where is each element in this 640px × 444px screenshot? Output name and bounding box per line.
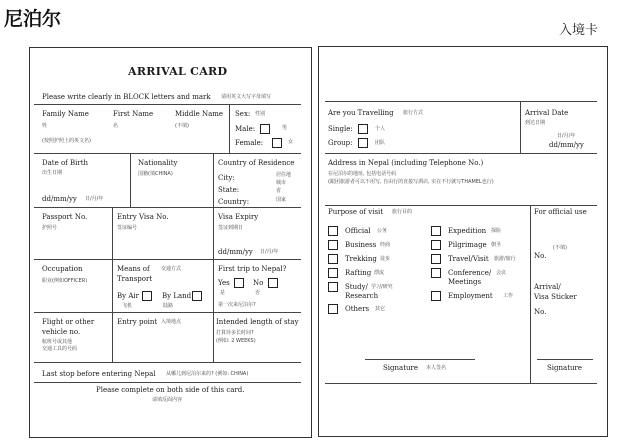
length-stay-zh2: (例如: 2 WEEKS) (216, 338, 256, 344)
dob-format-zh: 日/月/年 (85, 196, 104, 202)
by-air-zh: 飞机 (122, 303, 133, 309)
visa-no-label: Entry Visa No. (117, 213, 169, 221)
divider (325, 153, 597, 154)
visa-expiry-label: Visa Expiry (218, 213, 259, 221)
research-label: Research (345, 292, 379, 300)
by-air-label: By Air (117, 292, 139, 300)
official-signature-label: Signature (547, 364, 583, 372)
vehicle-label: vehicle no. (42, 328, 81, 336)
rafting-zh: 漂流 (374, 270, 385, 276)
travelling-zh: 旅行方式 (403, 110, 424, 116)
divider (34, 207, 301, 208)
no-label: No (253, 279, 264, 287)
visa-no-zh: 签证编号 (117, 225, 138, 231)
single-zh: 个人 (375, 126, 386, 132)
meetings-label: Meetings (448, 278, 482, 286)
family-name-label: Family Name (42, 110, 89, 118)
female-label: Female: (235, 139, 264, 147)
means-label: Means of (117, 265, 150, 273)
header-country: 尼泊尔 (4, 8, 62, 30)
instruction: Please write clearly in BLOCK letters and mark (42, 93, 211, 101)
travelling-label: Are you Travelling (328, 109, 394, 117)
single-label: Single: (328, 125, 353, 133)
female-zh: 女 (288, 139, 294, 145)
trekking-checkbox[interactable] (328, 254, 338, 264)
purpose-zh: 旅行目的 (392, 209, 413, 215)
divider (325, 383, 597, 384)
country-zh: 省 (276, 188, 282, 194)
trekking-label: Trekking (345, 255, 377, 263)
no-label: No. (534, 252, 547, 260)
pilgrimage-zh: 朝圣 (491, 242, 502, 248)
official-checkbox[interactable] (328, 226, 338, 236)
trekking-zh: 徒步 (380, 256, 391, 262)
arrival-format: dd/mm/yy (549, 141, 584, 149)
group-label: Group: (328, 139, 353, 147)
flight-label: Flight or other (42, 318, 95, 326)
dob-label: Date of Birth (42, 159, 89, 167)
employment-zh: 工作 (503, 293, 514, 299)
address-zh2: (跟团旅游者可以不用写, 自由行的直接写酒店, 实在不行就写THAMEL也行) (328, 179, 494, 185)
divider (112, 259, 113, 312)
sex-label: Sex: (235, 110, 251, 118)
first-trip-label: First trip to Nepal? (218, 265, 287, 273)
middle-name-label: Middle Name (175, 110, 224, 118)
conference-label: Conference/ (448, 269, 492, 277)
official-zh: 公务 (377, 228, 388, 234)
flight-zh1: 航班号或其他 (42, 339, 73, 345)
first-trip-zh: 第一次来尼泊尔? (218, 302, 256, 308)
divider (520, 101, 521, 153)
official-label: Official (345, 227, 371, 235)
entry-point-label: Entry point (117, 318, 158, 326)
yes-label: Yes (218, 279, 230, 287)
sex-zh: 性别 (255, 111, 266, 117)
expedition-zh: 探险 (491, 228, 502, 234)
visa-sticker-no: No. (534, 308, 547, 316)
study-label: Study/ (345, 283, 368, 291)
pilgrimage-label: Pilgrimage (448, 241, 487, 249)
male-label: Male: (235, 125, 256, 133)
others-checkbox[interactable] (328, 304, 338, 314)
divider (213, 259, 214, 312)
divider (34, 382, 301, 383)
signature-line (537, 359, 593, 360)
yes-zh: 是 (220, 290, 226, 296)
complete-note: Please complete on both side of this card. (96, 386, 245, 394)
group-checkbox[interactable] (358, 138, 368, 148)
passport-name-zh: (按照护照上的英文名) (42, 138, 91, 144)
arrival-format-zh: 日/月/年 (557, 133, 576, 139)
travel-visit-zh: 旅游/旅行 (494, 256, 516, 262)
address-label: Address in Nepal (including Telephone No.) (328, 159, 484, 167)
conference-zh: 会议 (496, 270, 507, 276)
by-land-checkbox[interactable] (192, 291, 202, 301)
arrival-card-front (29, 47, 312, 438)
city-zh: 居住地 (276, 172, 292, 178)
expedition-label: Expedition (448, 227, 487, 235)
business-label: Business (345, 241, 377, 249)
arrival-date-zh: 到达日期 (525, 120, 546, 126)
length-stay-label: Intended length of stay (216, 318, 299, 326)
signature-line (365, 359, 475, 360)
nationality-label: Nationality (138, 159, 178, 167)
expedition-checkbox[interactable] (431, 226, 441, 236)
length-stay-zh1: 打算待多长时间? (216, 330, 254, 336)
divider (530, 205, 531, 383)
divider (34, 362, 301, 363)
single-checkbox[interactable] (358, 124, 368, 134)
no-checkbox[interactable] (268, 278, 278, 288)
divider (112, 207, 113, 259)
by-air-checkbox[interactable] (142, 291, 152, 301)
occupation-zh: 职业(例如OFFICER) (42, 278, 88, 284)
first-name-label: First Name (113, 110, 154, 118)
by-land-zh: 陆路 (163, 303, 174, 309)
travel-visit-label: Travel/Visit (448, 255, 489, 263)
divider (213, 207, 214, 259)
business-zh: 经商 (380, 242, 391, 248)
occupation-label: Occupation (42, 265, 83, 273)
arrival-date-label: Arrival Date (525, 109, 569, 117)
passport-no-label: Passport No. (42, 213, 88, 221)
divider (34, 259, 301, 260)
country-label: Country: (218, 198, 250, 206)
divider (112, 312, 113, 362)
employment-label: Employment (448, 292, 493, 300)
male-checkbox[interactable] (260, 124, 270, 134)
visa-sticker-label: Visa Sticker (534, 293, 577, 301)
country-zh2: 国家 (276, 197, 287, 203)
study-checkbox[interactable] (328, 282, 338, 292)
dob-format: dd/mm/yy (42, 195, 77, 203)
male-zh: 男 (282, 125, 288, 131)
no-label-zh: (不填) (553, 245, 567, 251)
divider (34, 153, 301, 154)
travel-visit-checkbox[interactable] (431, 254, 441, 264)
signature-zh: 本人签名 (426, 365, 447, 371)
middle-name-zh: (不填) (175, 123, 189, 129)
divider (213, 153, 214, 207)
header-card-name: 入境卡 (559, 23, 599, 38)
last-stop-label: Last stop before entering Nepal (42, 370, 156, 378)
divider (325, 101, 597, 102)
divider (325, 205, 597, 206)
divider (34, 312, 301, 313)
divider (130, 153, 131, 207)
complete-note-zh: 请填反面内容 (152, 397, 183, 403)
visa-expiry-zh: 签证到期日 (218, 225, 244, 231)
group-zh: 团队 (375, 140, 386, 146)
dob-zh: 出生日期 (42, 170, 63, 176)
no-zh: 否 (255, 290, 261, 296)
entry-point-zh: 入境地点 (161, 319, 182, 325)
business-checkbox[interactable] (328, 240, 338, 250)
instruction-zh: 请用英文大写字母填写 (221, 94, 272, 100)
yes-checkbox[interactable] (234, 278, 244, 288)
transport-label: Transport (117, 275, 153, 283)
family-name-zh: 姓 (42, 123, 48, 129)
address-zh1: 在尼泊尔的地址, 包括电话号码 (328, 171, 397, 177)
card-title: ARRIVAL CARD (128, 65, 228, 78)
flight-zh2: 交通工具的号码 (42, 346, 78, 352)
divider (34, 104, 301, 105)
pilgrimage-checkbox[interactable] (431, 240, 441, 250)
rafting-checkbox[interactable] (328, 268, 338, 278)
first-name-zh: 名 (113, 123, 119, 129)
by-land-label: By Land (162, 292, 192, 300)
others-zh: 其它 (375, 306, 386, 312)
state-label: State: (218, 186, 240, 194)
rafting-label: Rafting (345, 269, 372, 277)
others-label: Others (345, 305, 370, 313)
state-zh: 城市 (276, 180, 287, 186)
arrival-card-back (318, 46, 608, 437)
passport-no-zh: 护照号 (42, 225, 58, 231)
visa-expiry-format-zh: 日/月/年 (260, 249, 279, 255)
employment-checkbox[interactable] (431, 291, 441, 301)
divider (229, 104, 230, 153)
conference-checkbox[interactable] (431, 268, 441, 278)
city-label: City: (218, 174, 235, 182)
means-zh: 交通方式 (161, 266, 182, 272)
official-use-label: For official use (534, 208, 587, 216)
divider (213, 312, 214, 362)
visa-expiry-format: dd/mm/yy (218, 248, 253, 256)
nationality-zh: 国籍(填CHINA) (138, 171, 173, 177)
female-checkbox[interactable] (272, 138, 282, 148)
arrival-label: Arrival/ (534, 283, 561, 291)
study-zh: 学习/研究 (371, 284, 393, 290)
signature-label: Signature (383, 364, 419, 372)
residence-label: Country of Residence (218, 159, 295, 167)
last-stop-zh: 从哪儿到尼泊尔来的? (例如: CHINA) (166, 371, 249, 377)
purpose-label: Purpose of visit (328, 208, 384, 216)
